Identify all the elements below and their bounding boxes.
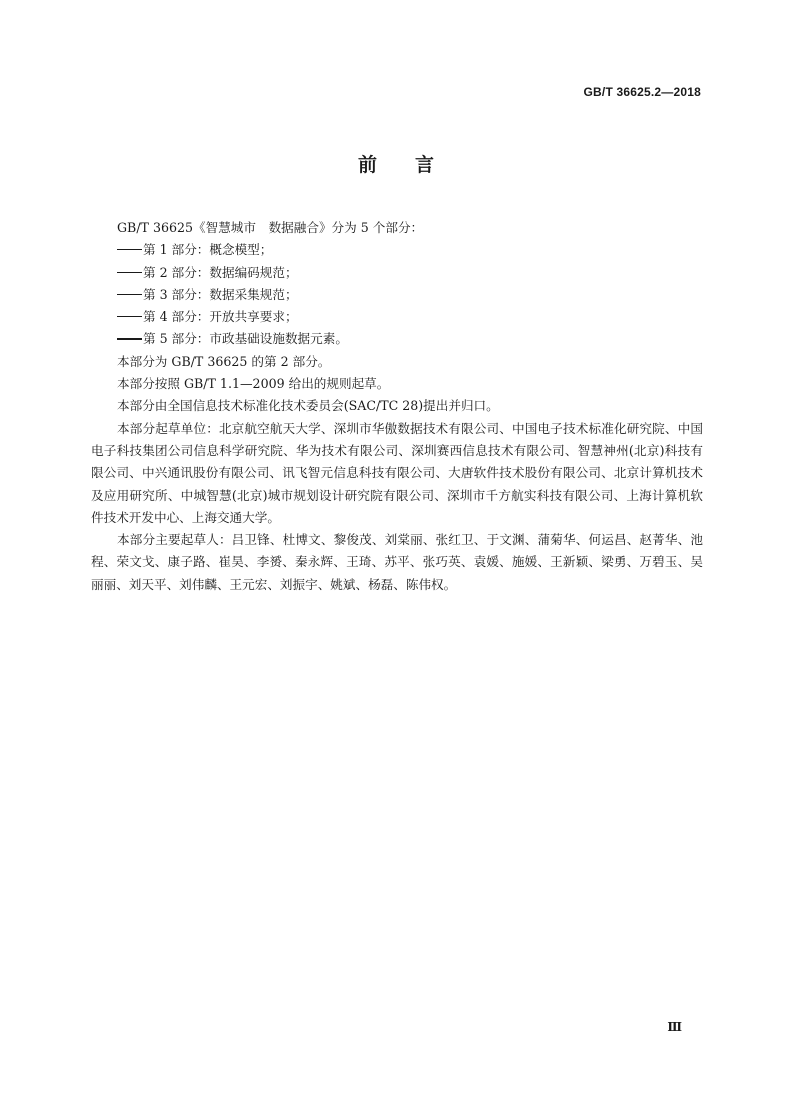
intro-line: GB/T 36625《智慧城市 数据融合》分为 5 个部分： (117, 220, 424, 235)
dash-icon (117, 272, 142, 273)
part-item: 第 2 部分：数据编码规范； (91, 262, 703, 284)
part-item: 第 1 部分：概念模型； (91, 239, 703, 261)
drafting-units-paragraph: 本部分起草单位：北京航空航天大学、深圳市华傲数据技术有限公司、中国电子技术标准化研究院、中国电子科技集团公司信息科学研究院、华为技术有限公司、深圳赛西信息技术有限公司、智慧神州(北京)科技有限公司、中兴通讯股份有限公司、讯飞智元信息科技有限公司、大唐软件技术股份有限公司、北京计算机技术及应用研究所、中城智慧(北京)城市规划设计研究院有限公司、深圳市千方航实科技有限公司、上海计算机软件技术开发中心、上海交通大学。 (91, 420, 703, 525)
dash-icon (117, 338, 142, 339)
statement-line: 本部分由全国信息技术标准化技术委员会(SAC/TC 28)提出并归口。 (117, 398, 499, 414)
part-item: 第 4 部分：开放共享要求； (91, 306, 703, 328)
page-title: 前言 (357, 154, 472, 176)
part-item: 第 5 部分：市政基础设施数据元素。 (91, 328, 703, 350)
standard-code: GB/T 36625.2—2018 (583, 85, 701, 99)
foreword-content (91, 217, 703, 596)
statement-line: 本部分按照 GB/T 1.1—2009 给出的规则起草。 (117, 376, 390, 392)
statement-line: 本部分为 GB/T 36625 的第 2 部分。 (117, 353, 331, 369)
drafters-paragraph: 本部分主要起草人：吕卫锋、杜博文、黎俊茂、刘棠丽、张红卫、于文渊、蒲菊华、何运昌、赵菁华、池程、荣文戈、康子路、崔昊、李赟、秦永辉、王琦、苏平、张巧英、袁媛、施媛、王新颖、梁勇、万碧玉、吴丽丽、刘天平、刘伟麟、王元宏、刘振宇、姚斌、杨磊、陈伟权。 (91, 532, 703, 592)
dash-icon (117, 294, 142, 295)
dash-icon (117, 249, 142, 250)
page-number: Ⅲ (667, 1020, 682, 1034)
dash-icon (117, 316, 142, 317)
part-item: 第 3 部分：数据采集规范； (91, 284, 703, 306)
